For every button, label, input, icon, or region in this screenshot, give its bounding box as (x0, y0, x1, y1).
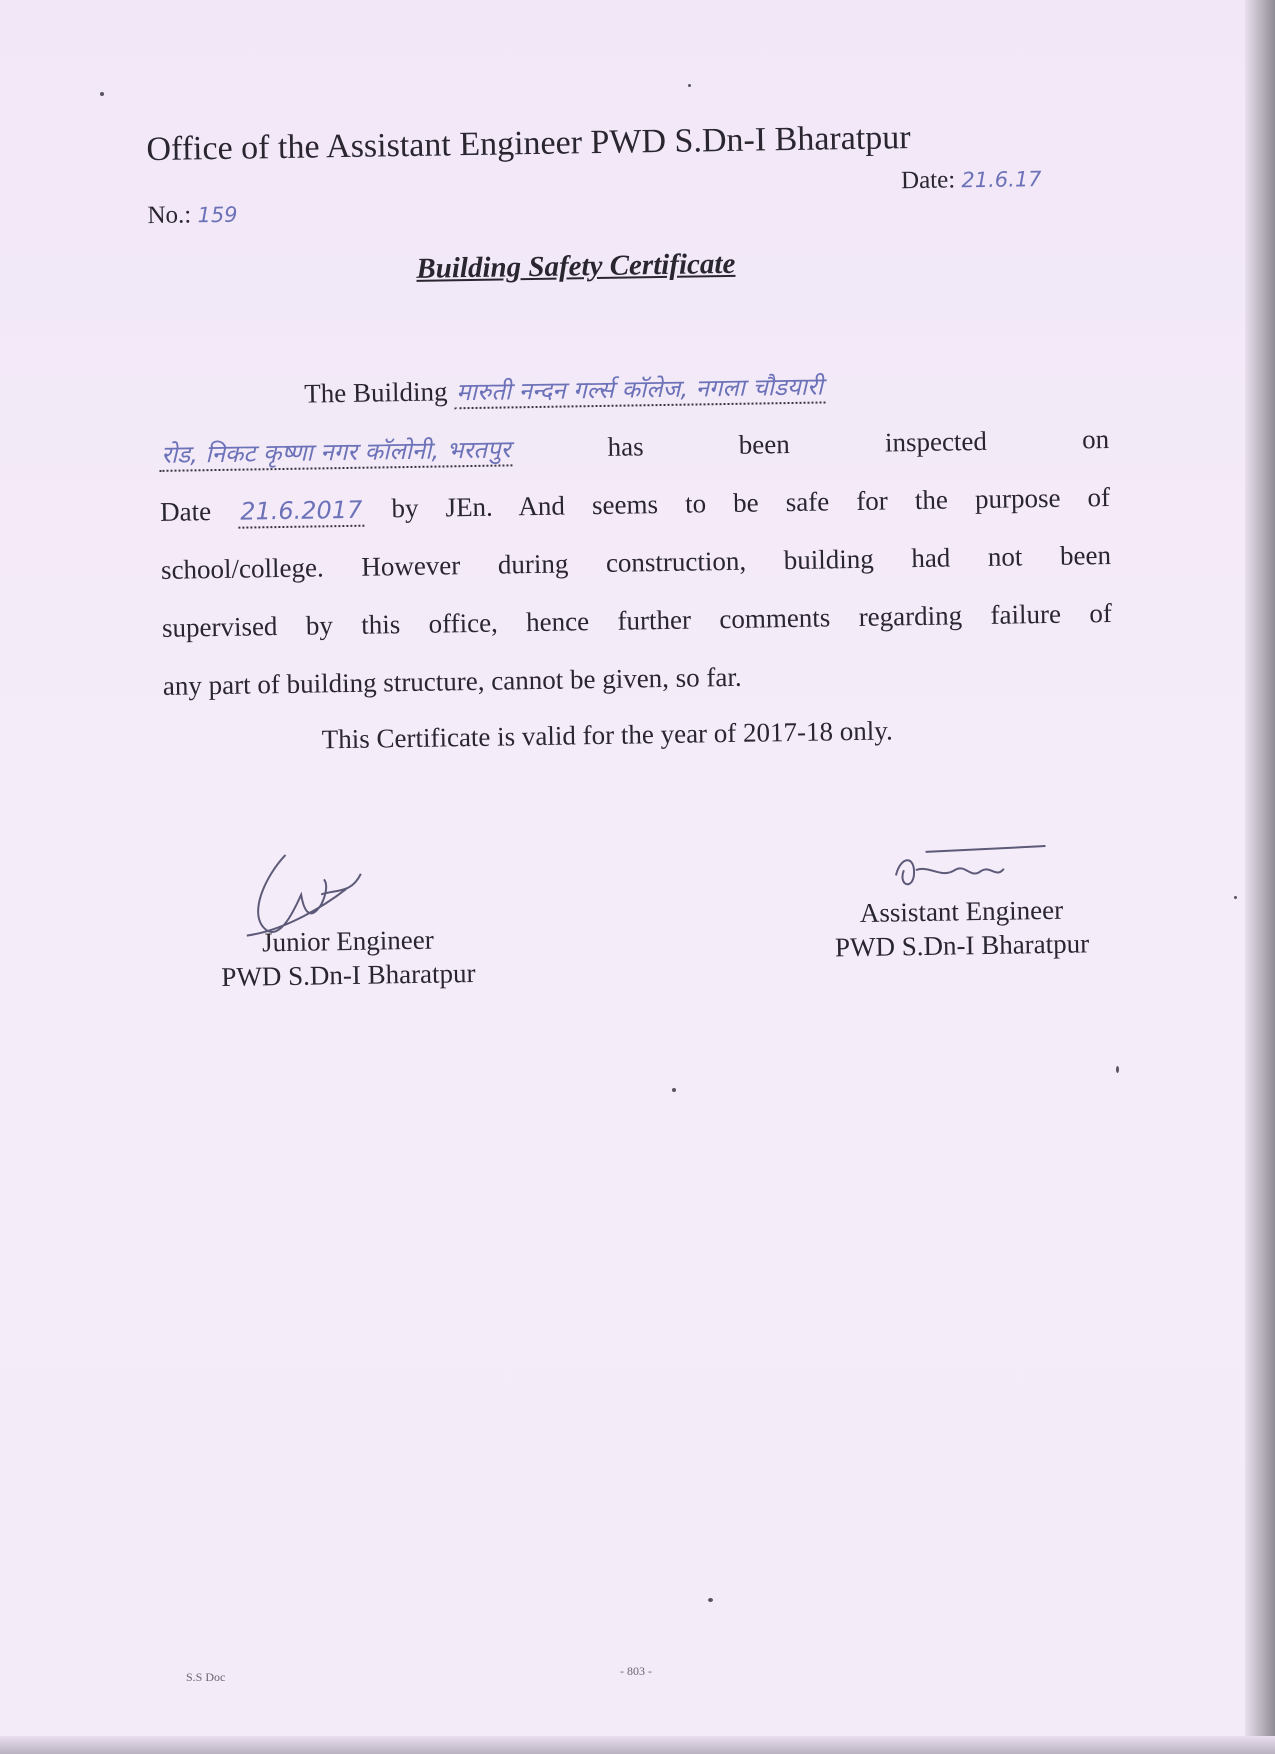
body-line-5: supervised by this office, hence further comments regarding failure of (161, 597, 1113, 643)
junior-engineer-block (183, 921, 514, 994)
scan-speck (100, 92, 104, 96)
scan-speck (1116, 1066, 1119, 1073)
scan-speck (672, 1088, 676, 1092)
inspection-date-label: Date (159, 496, 212, 527)
assistant-engineer-block (796, 892, 1127, 965)
reference-number (147, 201, 238, 230)
building-name-line-2: रोड, निकट कृष्णा नगर कॉलोनी, भरतपुर (161, 435, 511, 469)
reference-number-value: 159 (197, 202, 238, 228)
issue-date (901, 165, 1042, 195)
page-number: - 803 - (620, 1664, 652, 1678)
junior-engineer-title: Junior Engineer (261, 924, 434, 958)
inspection-date-value: 21.6.2017 (239, 495, 363, 526)
reference-number-label: No.: (147, 201, 192, 230)
validity-statement: This Certificate is valid for the year of 2017-18 only. (321, 715, 893, 755)
scan-speck (708, 1598, 713, 1602)
office-heading: Office of the Assistant Engineer PWD S.Dn-I Bharatpur (146, 119, 911, 169)
scan-speck (688, 84, 691, 87)
inspection-date-field (238, 494, 365, 529)
footer-label: S.S Doc (186, 1670, 226, 1684)
inspected-text: has been inspected on (607, 423, 1110, 462)
issue-date-label: Date: (900, 166, 956, 195)
body-line-4: school/college. However during construction, building had not been (160, 539, 1112, 585)
body-line-6: any part of building structure, cannot be given, so far. (162, 661, 742, 701)
issue-date-value: 21.6.17 (961, 167, 1042, 193)
certificate-body (158, 352, 1113, 715)
building-name-field-1 (454, 370, 825, 409)
assistant-engineer-office: PWD S.Dn-I Bharatpur (834, 928, 1090, 963)
building-label: The Building (304, 376, 448, 409)
building-name-field-2 (159, 433, 513, 472)
assistant-engineer-title: Assistant Engineer (859, 894, 1064, 928)
junior-engineer-office: PWD S.Dn-I Bharatpur (221, 958, 476, 993)
inspected-by-text: by JEn. And seems to be safe for the purpose of (391, 481, 1111, 524)
scan-speck (1234, 896, 1237, 899)
building-name-line-1: मारुती नन्दन गर्ल्स कॉलेज, नगला चौडयारी (456, 372, 824, 407)
assistant-engineer-signature (885, 838, 1056, 901)
certificate-title: Building Safety Certificate (416, 247, 736, 285)
